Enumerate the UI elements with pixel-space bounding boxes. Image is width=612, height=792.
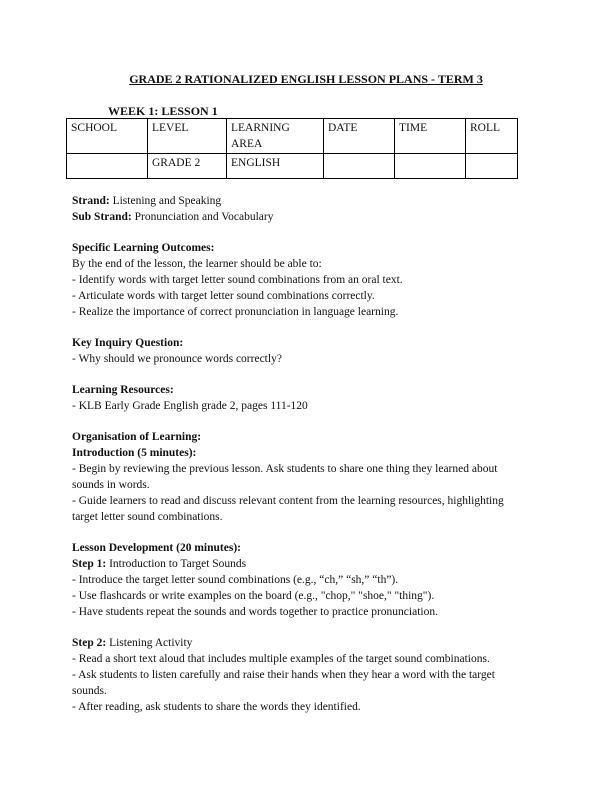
document-title: GRADE 2 RATIONALIZED ENGLISH LESSON PLANS - TERM 3 <box>129 72 483 86</box>
resources-heading <box>72 382 527 398</box>
header-roll: ROLL <box>466 119 518 154</box>
development-heading-text: Lesson Development (20 minutes): <box>72 542 241 554</box>
header-date: DATE <box>324 119 395 154</box>
strand-value: Listening and Speaking <box>109 195 222 207</box>
list-item: - Realize the importance of correct pronunciation in language learning. <box>72 306 399 318</box>
list-item: - Introduce the target letter sound combinations (e.g., “ch,” “sh,” “th”). <box>72 574 399 586</box>
inquiry-heading <box>72 335 527 351</box>
step2-heading <box>72 635 527 651</box>
outcomes-intro: By the end of the lesson, the learner should be able to: <box>72 258 322 270</box>
cell-learning-area: ENGLISH <box>227 154 324 179</box>
cell-school <box>67 154 148 179</box>
step2-title: Listening Activity <box>106 637 193 649</box>
header-school: SCHOOL <box>67 119 148 154</box>
list-item: - KLB Early Grade English grade 2, pages 111-120 <box>72 400 308 412</box>
step1-heading <box>72 556 527 572</box>
step2-label: Step 2: <box>72 637 107 649</box>
strand-label: Strand: <box>72 195 110 207</box>
introduction-heading <box>72 445 527 461</box>
table-header-row <box>67 119 518 154</box>
list-item: - Use flashcards or write examples on the board (e.g., "chop," "shoe," "thing"). <box>72 590 435 602</box>
inquiry-heading-text: Key Inquiry Question: <box>72 337 184 349</box>
list-item: - Read a short text aloud that includes multiple examples of the target sound combinations. <box>72 653 490 665</box>
cell-time <box>395 154 466 179</box>
list-item: - Guide learners to read and discuss relevant content from the learning resources, highlighting target letter sound combinations. <box>72 495 504 523</box>
lesson-content <box>72 193 527 715</box>
organisation-heading-text: Organisation of Learning: <box>72 431 202 443</box>
development-heading <box>72 540 527 556</box>
list-item: - Begin by reviewing the previous lesson. Ask students to share one thing they learned about sounds in words. <box>72 463 498 491</box>
sub-strand-label: Sub Strand: <box>72 211 132 223</box>
cell-roll <box>466 154 518 179</box>
introduction-heading-text: Introduction (5 minutes): <box>72 447 197 459</box>
header-learning-area: LEARNING AREA <box>227 119 324 154</box>
cell-date <box>324 154 395 179</box>
step1-title: Introduction to Target Sounds <box>106 558 247 570</box>
step1-label: Step 1: <box>72 558 107 570</box>
header-time: TIME <box>395 119 466 154</box>
list-item: - After reading, ask students to share the words they identified. <box>72 701 361 713</box>
sub-strand-value: Pronunciation and Vocabulary <box>131 211 274 223</box>
header-level: LEVEL <box>148 119 227 154</box>
list-item: - Identify words with target letter sound combinations from an oral text. <box>72 274 403 286</box>
cell-level: GRADE 2 <box>148 154 227 179</box>
table-row <box>67 154 518 179</box>
sub-strand-line <box>72 209 527 225</box>
list-item: - Have students repeat the sounds and words together to practice pronunciation. <box>72 606 438 618</box>
organisation-heading <box>72 429 527 445</box>
week-lesson-label: WEEK 1: LESSON 1 <box>108 104 218 118</box>
outcomes-heading <box>72 240 527 256</box>
lesson-info-table <box>66 118 518 179</box>
resources-heading-text: Learning Resources: <box>72 384 174 396</box>
list-item: - Ask students to listen carefully and raise their hands when they hear a word with the target sounds. <box>72 669 495 697</box>
outcomes-heading-text: Specific Learning Outcomes: <box>72 242 215 254</box>
list-item: - Articulate words with target letter sound combinations correctly. <box>72 290 375 302</box>
list-item: - Why should we pronounce words correctly? <box>72 353 282 365</box>
strand-line <box>72 193 527 209</box>
